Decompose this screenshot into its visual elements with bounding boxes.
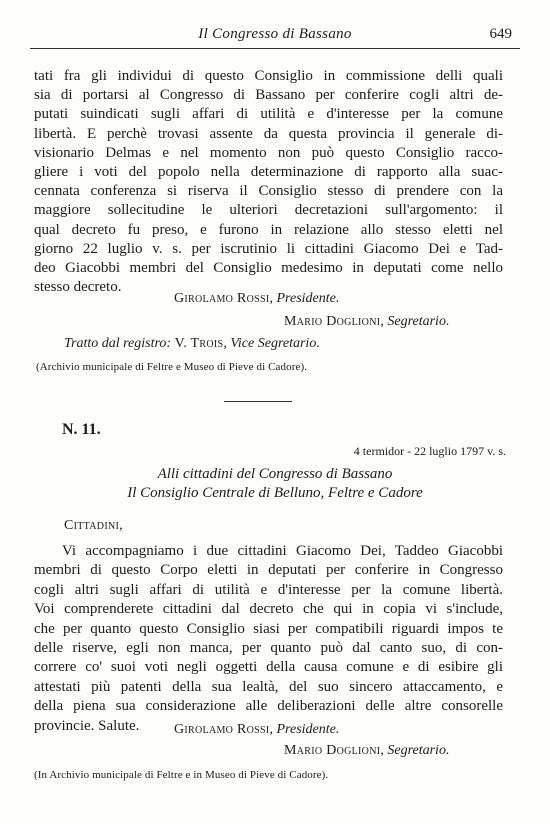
body-line: correre co' suoi voti negli oggetti della causa comune e di esibire gli xyxy=(34,659,503,676)
extract-name: V. Trois xyxy=(174,336,224,351)
extract-role: Vice Segretario. xyxy=(230,336,320,351)
paragraph-line: tati fra gli individui di questo Consiglio in commissione delli quali xyxy=(34,68,503,84)
addressee-line: Il Consiglio Centrale di Belluno, Feltre e Cadore xyxy=(127,485,423,501)
header-rule xyxy=(30,48,520,49)
archive-note: (In Archivio municipale di Feltre e in Museo di Pieve di Cadore). xyxy=(34,769,329,781)
section-divider xyxy=(224,401,292,402)
body-line: provincie. Salute. xyxy=(34,717,140,734)
paragraph-line: giorno 22 luglio v. s. per iscrutinio li cittadini Giacomo Dei e Tad- xyxy=(34,240,503,257)
signature-president-2: Girolamo Rossi, Presidente. xyxy=(174,722,340,737)
paragraph-line: maggiore sollecitudine le ulteriori decretazioni sull'argomento: il xyxy=(34,202,503,219)
body-line: attestati più patenti della sua lealtà, del suo sincero attaccamento, e xyxy=(34,678,503,695)
secretary-name: Mario Doglioni xyxy=(284,314,381,329)
addressee-line: Alli cittadini del Congresso di Bassano xyxy=(157,466,393,482)
president-name: Girolamo Rossi xyxy=(174,291,270,306)
body-line: che per quanto questo Consiglio siasi per compatibili riguardi impos te xyxy=(34,620,503,637)
paragraph-line: stesso decreto. xyxy=(34,279,122,296)
document-date: 4 termidor - 22 luglio 1797 v. s. xyxy=(353,444,506,458)
body-line: cogli altri sugli affari di utilità e d'interesse per la comune libertà. xyxy=(34,581,503,598)
running-title: Il Congresso di Bassano xyxy=(198,26,352,42)
president-role: Presidente. xyxy=(276,722,340,737)
president-role: Presidente. xyxy=(276,291,340,306)
extract-note: Tratto dal registro: V. Trois, Vice Segretario. xyxy=(64,336,320,351)
signature-president-1: Girolamo Rossi, Presidente. xyxy=(174,291,340,306)
letter-body xyxy=(34,542,503,736)
archive-note: (Archivio municipale di Feltre e Museo di Pieve di Cadore). xyxy=(36,361,308,373)
paragraph-line: visionario Delmas e nel momento non può questo Consiglio racco- xyxy=(34,144,503,161)
body-line: delle riserve, egli non manca, per quanto può dal canto suo, di con- xyxy=(34,640,503,657)
salutation: Cittadini, xyxy=(64,518,123,533)
paragraph-line: putati suindicati sugli affari di utilità e d'interesse per la comune xyxy=(34,106,503,123)
secretary-name: Mario Doglioni xyxy=(284,743,381,758)
body-line: della piena sua considerazione alle deliberazioni delle altre consorelle xyxy=(34,698,503,715)
secretary-role: Segretario. xyxy=(387,314,450,329)
document-number: N. 11. xyxy=(62,421,101,438)
continuation-paragraph xyxy=(34,67,503,297)
signature-secretary-2: Mario Doglioni, Segretario. xyxy=(284,743,450,758)
body-line: Voi comprenderete cittadini dal decreto che qui in copia vi s'include, xyxy=(34,601,503,618)
signature-secretary-1: Mario Doglioni, Segretario. xyxy=(284,314,450,329)
paragraph-line: qual decreto fu preso, e furono in relazione allo stesso eletti nel xyxy=(34,221,503,238)
body-line: Vi accompagniamo i due cittadini Giacomo Dei, Taddeo Giacobbi xyxy=(62,543,503,559)
paragraph-line: deo Giacobbi membri del Consiglio medesimo in deputati come nello xyxy=(34,260,503,277)
paragraph-line: cennata conferenza si riserva il Consiglio stesso di prendere con la xyxy=(34,183,503,200)
paragraph-line: sia di portarsi al Congresso di Bassano per conferire cogli altri de- xyxy=(34,87,503,104)
secretary-role: Segretario. xyxy=(387,743,450,758)
paragraph-line: gliere i voti del popolo nella determinazione di rapporto alla suac- xyxy=(34,164,503,181)
body-line: membri di questo Corpo eletti in deputati per conferire in Congresso xyxy=(34,562,503,579)
extract-prefix: Tratto dal registro xyxy=(64,336,167,351)
page-number: 649 xyxy=(489,26,512,42)
president-name: Girolamo Rossi xyxy=(174,722,270,737)
paragraph-line: libertà. E perchè trovasi assente da questa provincia il generale di- xyxy=(34,125,503,142)
